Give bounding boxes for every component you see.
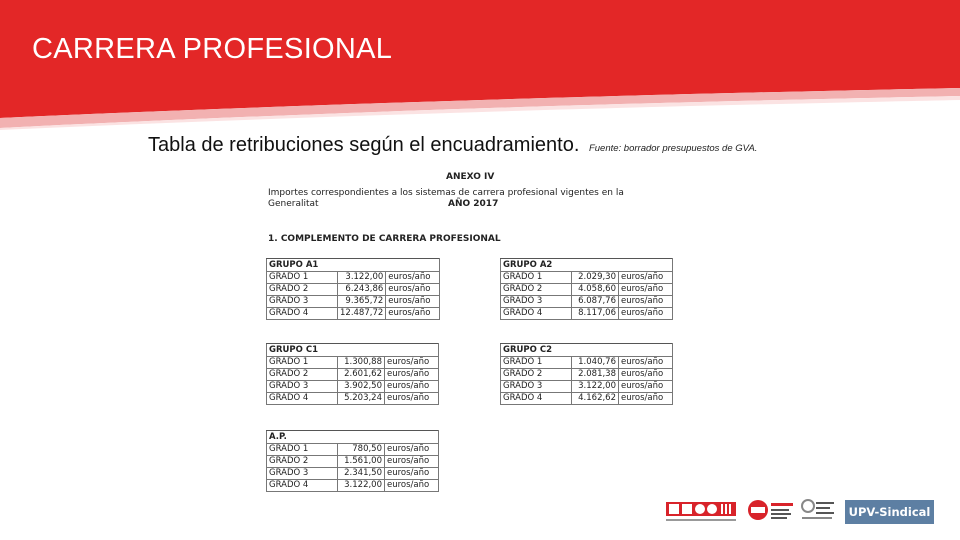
unit-cell: euros/año: [619, 308, 673, 320]
unit-cell: euros/año: [385, 456, 439, 468]
upv-sindical-logo: UPV-Sindical: [845, 500, 934, 524]
unit-cell: euros/año: [619, 272, 673, 284]
grade-cell: GRADO 3: [267, 468, 338, 480]
grade-cell: GRADO 1: [267, 357, 338, 369]
group-title: GRUPO A1: [267, 259, 440, 272]
amount-cell: 1.300,88: [338, 357, 385, 369]
table-row: [501, 296, 673, 308]
grade-cell: GRADO 4: [267, 480, 338, 492]
grade-cell: GRADO 1: [267, 444, 338, 456]
grade-cell: GRADO 4: [267, 393, 338, 405]
amount-cell: 3.122,00: [572, 381, 619, 393]
amount-cell: 2.081,38: [572, 369, 619, 381]
table-row: [267, 381, 439, 393]
unit-cell: euros/año: [385, 393, 439, 405]
table-row: [501, 369, 673, 381]
table-row: [267, 296, 440, 308]
table-row: [267, 357, 439, 369]
unit-cell: euros/año: [619, 357, 673, 369]
table-row: [501, 308, 673, 320]
unit-cell: euros/año: [385, 480, 439, 492]
grade-cell: GRADO 1: [267, 272, 338, 284]
unit-cell: euros/año: [386, 272, 440, 284]
unit-cell: euros/año: [385, 468, 439, 480]
unit-cell: euros/año: [619, 381, 673, 393]
table-row: [267, 272, 440, 284]
amount-cell: 2.029,30: [572, 272, 619, 284]
amount-cell: 2.601,62: [338, 369, 385, 381]
grade-cell: GRADO 2: [267, 284, 338, 296]
table-row: [501, 357, 673, 369]
grade-cell: GRADO 2: [501, 369, 572, 381]
unit-cell: euros/año: [619, 393, 673, 405]
unit-cell: euros/año: [386, 284, 440, 296]
grade-cell: GRADO 3: [267, 381, 338, 393]
amount-cell: 12.487,72: [338, 308, 386, 320]
unit-cell: euros/año: [385, 381, 439, 393]
annex-year: AÑO 2017: [448, 199, 499, 209]
grade-cell: GRADO 4: [501, 308, 572, 320]
table-row: [267, 468, 439, 480]
table-row: [267, 308, 440, 320]
section-title: 1. COMPLEMENTO DE CARRERA PROFESIONAL: [268, 234, 501, 244]
grade-cell: GRADO 1: [501, 357, 572, 369]
amount-cell: 6.243,86: [338, 284, 386, 296]
table-row: [267, 393, 439, 405]
table-row: [267, 480, 439, 492]
grade-cell: GRADO 3: [501, 296, 572, 308]
table-row: [267, 456, 439, 468]
grade-cell: GRADO 2: [501, 284, 572, 296]
ccoo-logo: [666, 498, 736, 526]
grade-cell: GRADO 2: [267, 369, 338, 381]
unit-cell: euros/año: [385, 369, 439, 381]
annex-description: Importes correspondientes a los sistemas de carrera profesional vigentes en la Generalitat: [268, 188, 624, 209]
group-table-a2: [500, 258, 673, 320]
grade-cell: GRADO 1: [501, 272, 572, 284]
group-title: GRUPO A2: [501, 259, 673, 272]
amount-cell: 4.162,62: [572, 393, 619, 405]
group-table-a1: [266, 258, 440, 320]
amount-cell: 780,50: [338, 444, 385, 456]
group-table-c1: [266, 343, 439, 405]
unit-cell: euros/año: [619, 296, 673, 308]
amount-cell: 6.087,76: [572, 296, 619, 308]
unit-cell: euros/año: [386, 308, 440, 320]
grade-cell: GRADO 4: [501, 393, 572, 405]
table-row: [267, 369, 439, 381]
group-table-c2: [500, 343, 673, 405]
page-title: CARRERA PROFESIONAL: [32, 33, 393, 65]
unit-cell: euros/año: [619, 284, 673, 296]
unit-cell: euros/año: [385, 444, 439, 456]
amount-cell: 1.040,76: [572, 357, 619, 369]
table-row: [501, 272, 673, 284]
amount-cell: 9.365,72: [338, 296, 386, 308]
slide-subtitle: [148, 134, 757, 157]
grade-cell: GRADO 3: [267, 296, 338, 308]
amount-cell: 5.203,24: [338, 393, 385, 405]
table-row: [501, 381, 673, 393]
unit-cell: euros/año: [619, 369, 673, 381]
table-row: [267, 284, 440, 296]
grade-cell: GRADO 3: [501, 381, 572, 393]
group-title: A.P.: [267, 431, 439, 444]
grade-cell: GRADO 2: [267, 456, 338, 468]
stepv-logo: [800, 498, 836, 526]
group-title: GRUPO C2: [501, 344, 673, 357]
annex-title: ANEXO IV: [446, 172, 495, 182]
group-title: GRUPO C1: [267, 344, 439, 357]
amount-cell: 3.902,50: [338, 381, 385, 393]
unit-cell: euros/año: [386, 296, 440, 308]
subtitle-text: Tabla de retribuciones según el encuadramiento.: [148, 134, 580, 156]
amount-cell: 1.561,00: [338, 456, 385, 468]
source-note: Fuente: borrador presupuestos de GVA.: [588, 143, 758, 154]
amount-cell: 4.058,60: [572, 284, 619, 296]
group-table-ap: [266, 430, 439, 492]
grade-cell: GRADO 4: [267, 308, 338, 320]
amount-cell: 8.117,06: [572, 308, 619, 320]
amount-cell: 3.122,00: [338, 480, 385, 492]
ugt-logo: [746, 498, 794, 526]
unit-cell: euros/año: [385, 357, 439, 369]
amount-cell: 3.122,00: [338, 272, 386, 284]
table-row: [501, 284, 673, 296]
table-row: [501, 393, 673, 405]
table-row: [267, 444, 439, 456]
amount-cell: 2.341,50: [338, 468, 385, 480]
